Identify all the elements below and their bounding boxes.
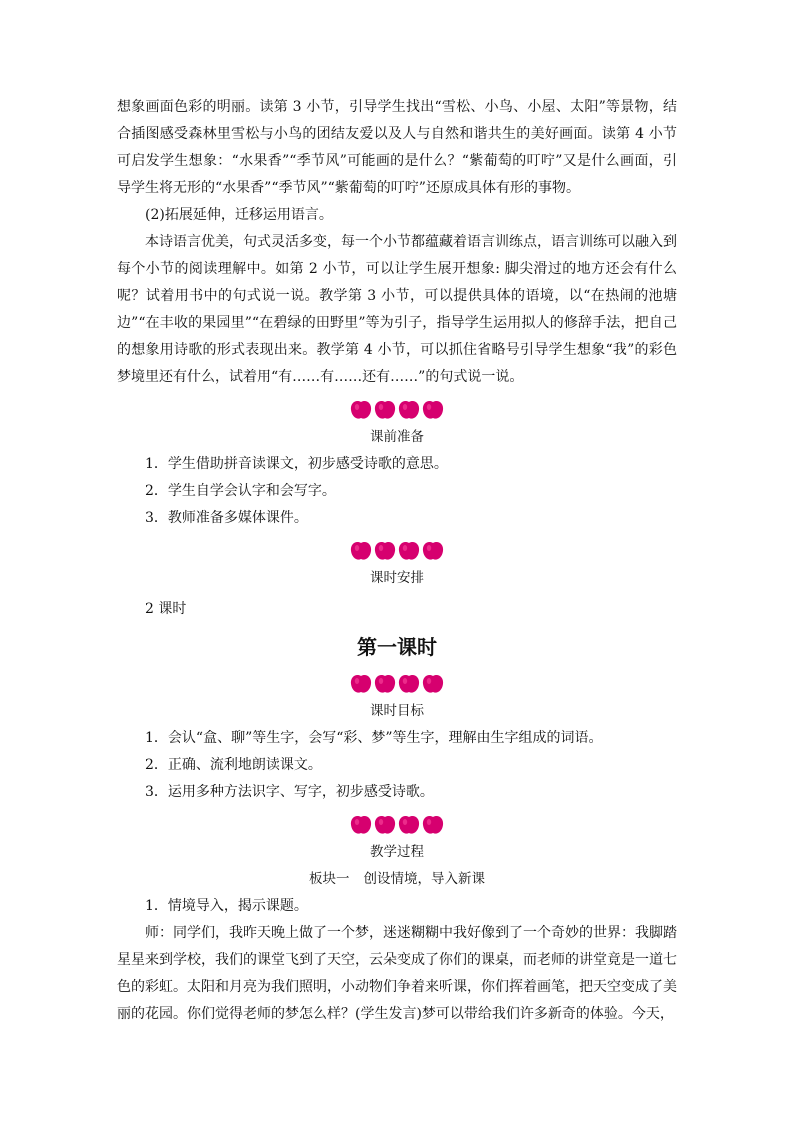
section-title-goals: 课时目标 — [370, 703, 424, 719]
list-item: 1．情境导入，揭示课题。 — [145, 898, 308, 914]
apple-divider-icon — [117, 397, 677, 421]
apple-divider-icon — [117, 671, 677, 695]
schedule-text: 2 课时 — [145, 601, 187, 617]
apple-icon — [421, 812, 445, 836]
list-item: 1．会认“盒、聊”等生字，会写“彩、梦”等生字，理解由生字组成的词语。 — [145, 730, 603, 746]
list-item: 3．运用多种方法识字、写字，初步感受诗歌。 — [145, 784, 434, 800]
block-label: 板块一 — [309, 871, 350, 887]
extension-paragraph: 本诗语言优美，句式灵活多变，每一个小节都蕴藏着语言训练点，语言训练可以融入到每个小节的阅读理解中。如第 2 小节，可以让学生展开想象: 脚尖滑过的地方还会有什么呢？试着用书中的句式说一说。教学第 3 小节，可以提供具体的语境，以“在热闹的池塘边”“在丰收的果园里”“在碧绿的田野里”等为引子，指导学生运用拟人的修辞手法，把自己的想象用诗歌的形式表现出来。教学第 4 小节，可以抓住省略号引导学生想象“我”的彩色梦境里还有什么，试着用“有……有……还有……”的句式说一说。 — [117, 234, 677, 385]
apple-icon — [373, 538, 397, 562]
apple-icon — [397, 538, 421, 562]
apple-icon — [397, 397, 421, 421]
extension-heading: (2)拓展延伸，迁移运用语言。 — [145, 207, 333, 223]
block-name: 创设情境，导入新课 — [363, 871, 485, 887]
document-body — [117, 94, 677, 1028]
list-item: 2．正确、流利地朗读课文。 — [145, 757, 322, 773]
intro-paragraph: 想象画面色彩的明丽。读第 3 小节，引导学生找出“雪松、小鸟、小屋、太阳”等景物，结合插图感受森林里雪松与小鸟的团结友爱以及人与自然和谐共生的美好画面。读第 4 小节可启发学生想象：“水果香”“季节风”可能画的是什么？“紫葡萄的叮咛”又是什么画面，引导学生将无形的“水果香”“季节风”“紫葡萄的叮咛”还原成具体有形的事物。 — [117, 99, 677, 196]
apple-icon — [421, 538, 445, 562]
apple-divider-icon — [117, 812, 677, 836]
apple-icon — [421, 671, 445, 695]
apple-icon — [349, 538, 373, 562]
apple-icon — [349, 671, 373, 695]
apple-icon — [373, 812, 397, 836]
apple-icon — [397, 671, 421, 695]
list-item: 3．教师准备多媒体课件。 — [145, 510, 308, 526]
apple-icon — [397, 812, 421, 836]
apple-icon — [373, 671, 397, 695]
list-item: 1．学生借助拼音读课文，初步感受诗歌的意思。 — [145, 456, 448, 472]
lesson-title: 第一课时 — [357, 635, 437, 659]
section-title-schedule: 课时安排 — [370, 570, 424, 586]
apple-icon — [373, 397, 397, 421]
section-title-prep: 课前准备 — [370, 429, 424, 445]
teacher-paragraph: 师：同学们，我昨天晚上做了一个梦，迷迷糊糊中我好像到了一个奇妙的世界：我脚踏星星来到学校，我们的课堂飞到了天空，云朵变成了你们的课桌，而老师的讲堂竟是一道七色的彩虹。太阳和月亮为我们照明，小动物们争着来听课，你们挥着画笔，把天空变成了美丽的花园。你们觉得老师的梦怎么样？(学生发言)梦可以带给我们许多新奇的体验。今天， — [117, 925, 677, 1022]
section-title-process: 教学过程 — [370, 844, 424, 860]
block-title — [117, 866, 677, 893]
list-item: 2．学生自学会认字和会写字。 — [145, 483, 336, 499]
apple-divider-icon — [117, 538, 677, 562]
apple-icon — [349, 812, 373, 836]
apple-icon — [349, 397, 373, 421]
apple-icon — [421, 397, 445, 421]
